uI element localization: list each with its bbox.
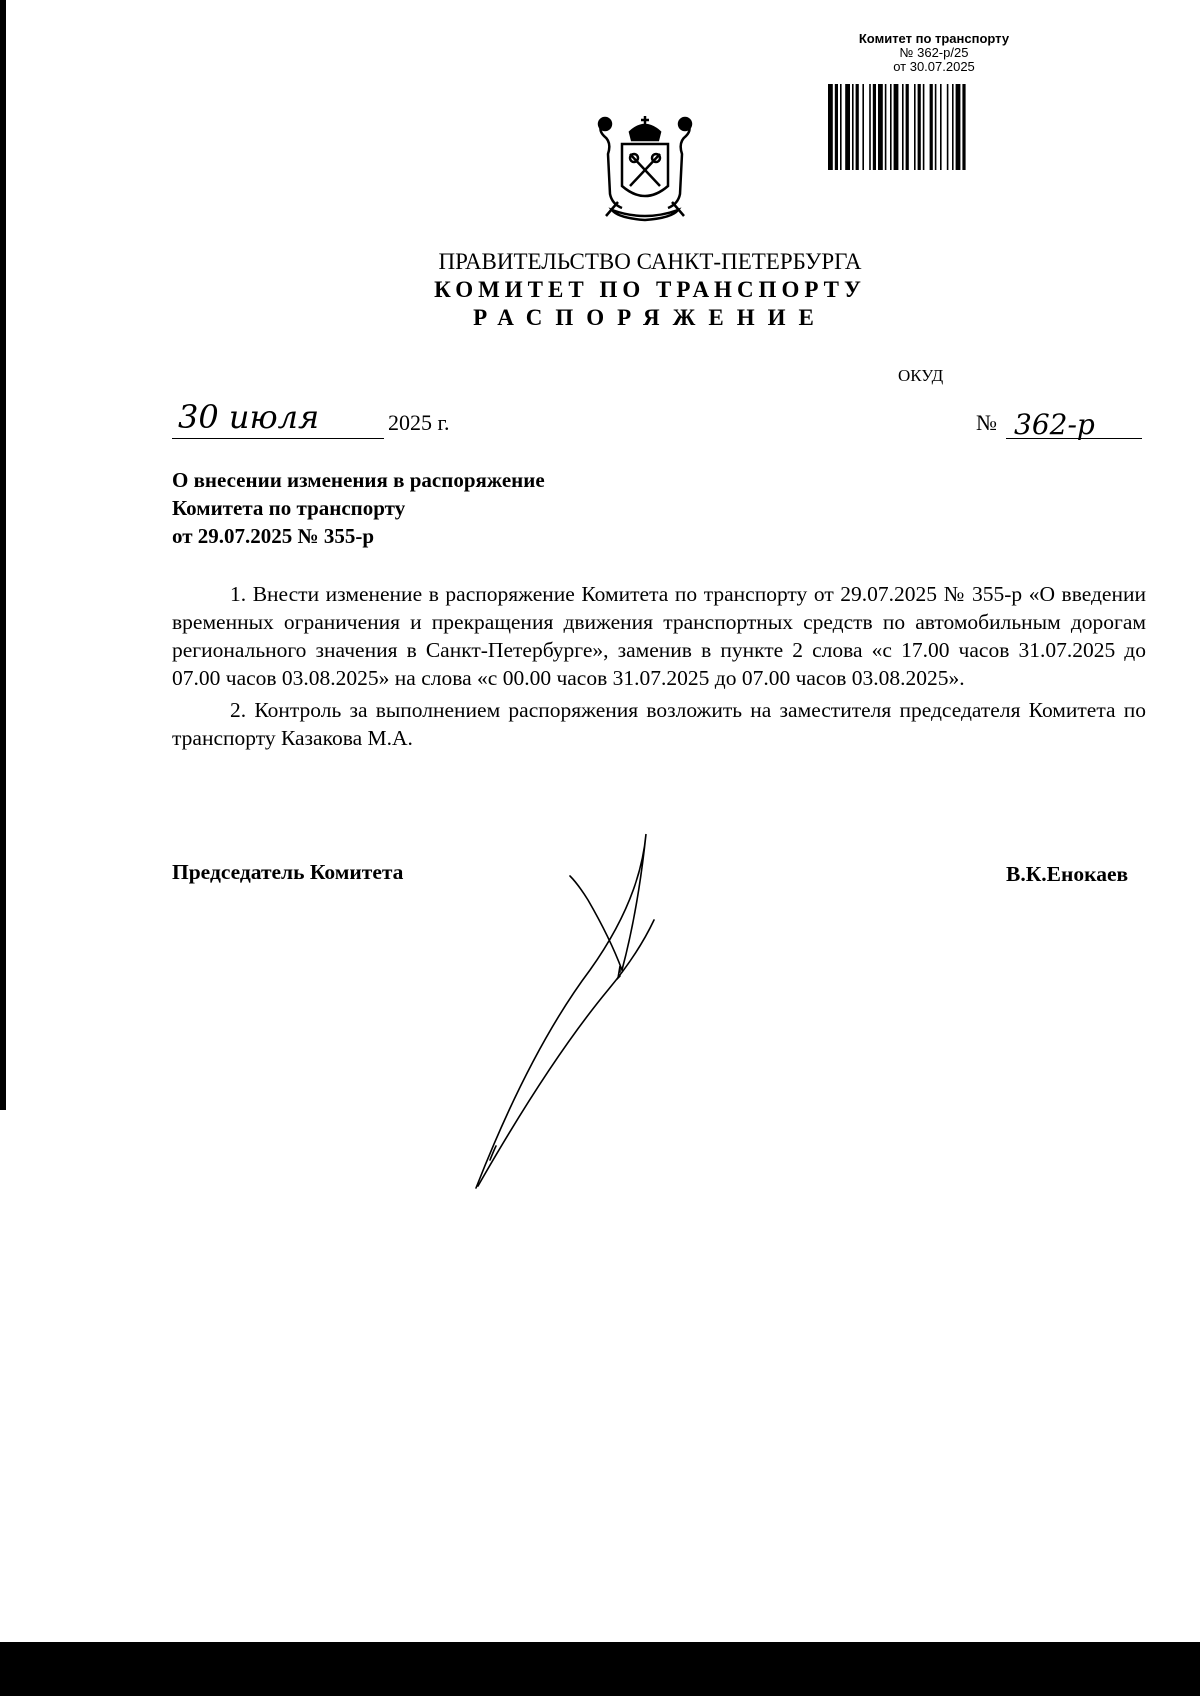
subject-line: О внесении изменения в распоряжение (172, 468, 545, 492)
subject-line: Комитета по транспорту (172, 496, 406, 520)
document-body (172, 580, 1146, 756)
paragraph: 1. Внести изменение в распоряжение Комитета по транспорту от 29.07.2025 № 355-р «О введении временных ограничения и прекращения движения транспортных средств по автомобильным дорогам регионального значения в Санкт-Петербурге», заменив в пункте 2 слова «с 17.00 часов 31.07.2025 до 07.00 часов 03.08.2025» на слова «с 00.00 часов 31.07.2025 до 07.00 часов 03.08.2025». (172, 582, 1146, 690)
subject-line: от 29.07.2025 № 355-р (172, 524, 375, 548)
barcode (828, 84, 1034, 170)
stamp-line-2: № 362-р/25 (899, 45, 969, 60)
number-handwritten: 362-р (1014, 408, 1095, 441)
signatory-name: В.К.Енокаев (1006, 862, 1129, 886)
okud-label: ОКУД (898, 366, 944, 385)
date-year: 2025 г. (388, 410, 450, 435)
coat-of-arms-icon (592, 114, 698, 224)
signatory-title: Председатель Комитета (172, 860, 404, 884)
committee-name: КОМИТЕТ ПО ТРАНСПОРТУ (434, 277, 866, 302)
document-subject (172, 466, 732, 550)
scan-edge-bottom (0, 1642, 1200, 1696)
government-name: ПРАВИТЕЛЬСТВО САНКТ-ПЕТЕРБУРГА (438, 249, 862, 274)
document-header (0, 248, 1200, 332)
registration-stamp (818, 32, 1050, 74)
stamp-line-3: от 30.07.2025 (893, 59, 975, 74)
stamp-line-1: Комитет по транспорту (858, 31, 1010, 46)
scan-edge-left (0, 0, 6, 1110)
paragraph: 2. Контроль за выполнением распоряжения возложить на заместителя председателя Комитета по транспорту Казакова М.А. (172, 698, 1146, 750)
number-sign: № (976, 410, 997, 435)
date-handwritten: 30 июля (178, 398, 320, 436)
document-type: РАСПОРЯЖЕНИЕ (473, 305, 827, 330)
handwritten-signature (470, 820, 740, 1200)
